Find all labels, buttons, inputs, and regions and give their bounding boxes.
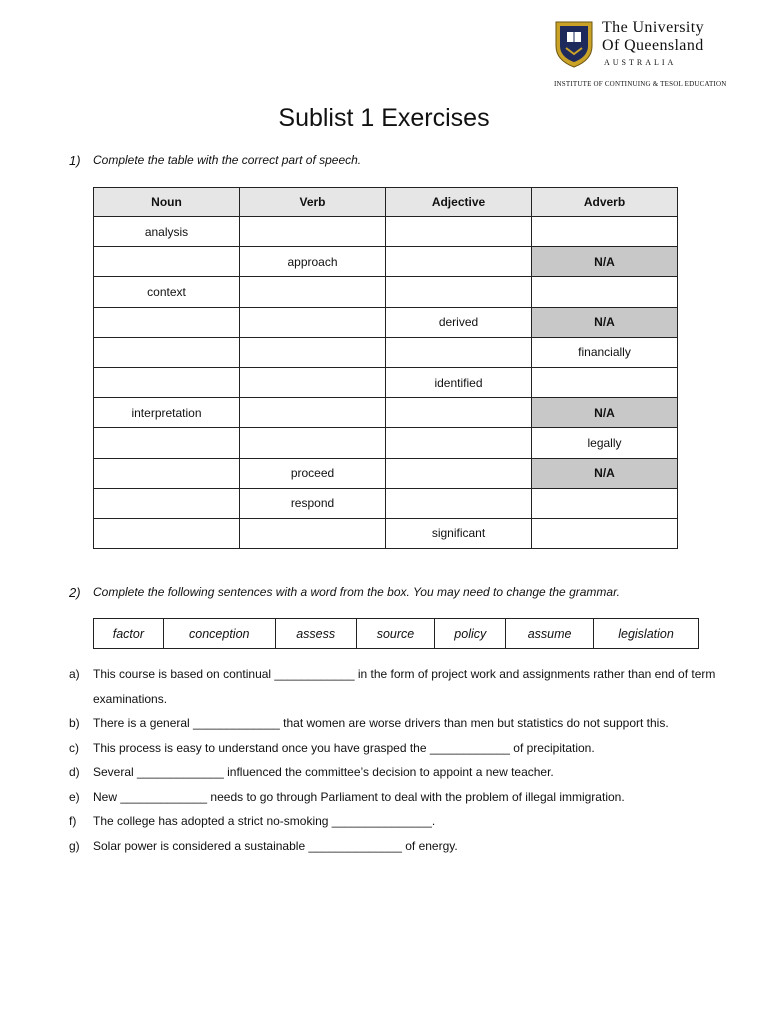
- university-name-line2: Of Queensland: [602, 37, 704, 54]
- table-cell-adjective: [386, 458, 532, 488]
- table-row: [94, 217, 678, 247]
- table-cell-verb: [240, 428, 386, 458]
- table-cell-noun: [94, 367, 240, 397]
- sentence-letter: g): [69, 838, 80, 853]
- table-cell-adjective: [386, 337, 532, 367]
- table-cell-noun: [94, 488, 240, 518]
- table-row: [94, 488, 678, 518]
- sentence-text: This process is easy to understand once you have grasped the ____________ of precipitation.: [93, 740, 595, 755]
- table-cell-adverb: N/A: [532, 307, 678, 337]
- table-cell-noun: [94, 307, 240, 337]
- sentence-letter: b): [69, 716, 80, 730]
- word-box-item: conception: [163, 619, 275, 649]
- table-cell-adverb: N/A: [532, 458, 678, 488]
- table-cell-verb: respond: [240, 488, 386, 518]
- table-cell-noun: [94, 458, 240, 488]
- table-cell-verb: [240, 277, 386, 307]
- table-cell-noun: [94, 518, 240, 548]
- page-title: Sublist 1 Exercises: [278, 104, 490, 132]
- table-cell-verb: [240, 217, 386, 247]
- table-cell-noun: interpretation: [94, 398, 240, 428]
- table-cell-verb: [240, 307, 386, 337]
- word-box: [93, 618, 699, 649]
- table-cell-adjective: [386, 277, 532, 307]
- table-cell-adjective: [386, 488, 532, 518]
- table-cell-adjective: [386, 398, 532, 428]
- table-cell-verb: [240, 367, 386, 397]
- sentence-item: [69, 736, 719, 761]
- table-row: [94, 337, 678, 367]
- column-header-noun: Noun: [94, 188, 240, 217]
- question1-instruction: Complete the table with the correct part of speech.: [93, 153, 362, 167]
- table-cell-adverb: N/A: [532, 398, 678, 428]
- table-cell-adverb: [532, 217, 678, 247]
- word-box-row: [94, 619, 699, 649]
- table-cell-adjective: [386, 247, 532, 277]
- word-box-item: factor: [94, 619, 164, 649]
- column-header-verb: Verb: [240, 188, 386, 217]
- table-cell-adverb: [532, 367, 678, 397]
- table-cell-adverb: [532, 518, 678, 548]
- university-name-line1: The University: [602, 19, 705, 36]
- sentence-text: Solar power is considered a sustainable ______________ of energy.: [93, 838, 458, 853]
- table-row: [94, 307, 678, 337]
- table-cell-adjective: [386, 428, 532, 458]
- sentence-item: [69, 834, 719, 859]
- word-box-item: legislation: [594, 619, 699, 649]
- table-cell-adjective: [386, 217, 532, 247]
- table-cell-verb: approach: [240, 247, 386, 277]
- sentence-letter: a): [69, 667, 80, 681]
- table-cell-adverb: [532, 488, 678, 518]
- table-row: [94, 518, 678, 548]
- university-country: AUSTRALIA: [604, 58, 677, 67]
- table-cell-verb: [240, 398, 386, 428]
- table-row: [94, 398, 678, 428]
- sentence-item: [69, 662, 719, 711]
- table-row: [94, 367, 678, 397]
- table-cell-adverb: financially: [532, 337, 678, 367]
- table-cell-noun: [94, 337, 240, 367]
- table-row: [94, 247, 678, 277]
- table-cell-adjective: significant: [386, 518, 532, 548]
- table-cell-adverb: N/A: [532, 247, 678, 277]
- sentence-letter: f): [69, 814, 77, 828]
- sentence-text: There is a general _____________ that women are worse drivers than men but statistics do not support this.: [93, 716, 669, 730]
- sentence-item: [69, 760, 719, 785]
- question2-number: 2): [69, 585, 81, 600]
- sentence-text: This course is based on continual ____________ in the form of project work and assignments rather than end of term examinations.: [93, 667, 716, 706]
- parts-of-speech-table: [93, 187, 678, 549]
- question1-number: 1): [69, 153, 81, 168]
- table-cell-verb: [240, 518, 386, 548]
- table-row: [94, 277, 678, 307]
- word-box-item: assume: [506, 619, 594, 649]
- table-cell-verb: [240, 337, 386, 367]
- table-header-row: [94, 188, 678, 217]
- university-crest-icon: [554, 20, 594, 68]
- table-cell-noun: [94, 247, 240, 277]
- institute-name: INSTITUTE OF CONTINUING & TESOL EDUCATION: [554, 80, 727, 88]
- sentence-letter: e): [69, 789, 80, 804]
- table-cell-noun: [94, 428, 240, 458]
- sentence-item: [69, 785, 719, 810]
- table-cell-noun: analysis: [94, 217, 240, 247]
- column-header-adverb: Adverb: [532, 188, 678, 217]
- sentence-item: [69, 809, 719, 834]
- column-header-adjective: Adjective: [386, 188, 532, 217]
- question2-instruction: Complete the following sentences with a word from the box. You may need to change the grammar.: [93, 585, 620, 599]
- table-cell-verb: proceed: [240, 458, 386, 488]
- sentence-letter: c): [69, 740, 79, 755]
- university-header: [554, 16, 754, 91]
- word-box-item: policy: [435, 619, 506, 649]
- word-box-item: assess: [275, 619, 356, 649]
- sentence-text: The college has adopted a strict no-smoking _______________.: [93, 814, 436, 828]
- table-cell-adjective: derived: [386, 307, 532, 337]
- table-row: [94, 428, 678, 458]
- sentence-letter: d): [69, 765, 80, 779]
- table-cell-noun: context: [94, 277, 240, 307]
- sentence-text: New _____________ needs to go through Parliament to deal with the problem of illegal immigration.: [93, 789, 625, 804]
- table-cell-adverb: legally: [532, 428, 678, 458]
- table-cell-adverb: [532, 277, 678, 307]
- table-body: [94, 217, 678, 549]
- table-cell-adjective: identified: [386, 367, 532, 397]
- sentence-text: Several _____________ influenced the committee’s decision to appoint a new teacher.: [93, 765, 554, 779]
- table-row: [94, 458, 678, 488]
- sentence-list: [69, 662, 719, 858]
- word-box-item: source: [356, 619, 435, 649]
- sentence-item: [69, 711, 719, 736]
